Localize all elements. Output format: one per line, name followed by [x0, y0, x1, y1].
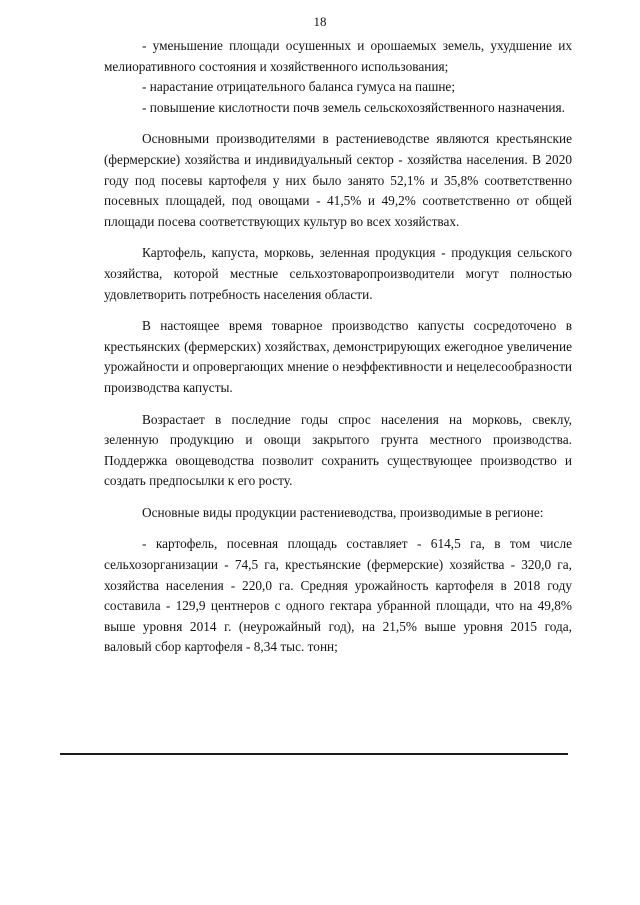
- paragraph-7: Возрастает в последние годы спрос населения на морковь, свеклу, зеленную продукцию и овощи закрытого грунта местного производства. Поддержка овощеводства позволит сохранить существующее производство и создать предпосылки к его росту.: [104, 411, 572, 489]
- paragraph-1: - уменьшение площади осушенных и орошаемых земель, ухудшение их мелиоративного состояния и хозяйственного использования;: [104, 38, 572, 74]
- footer-divider: [60, 753, 568, 755]
- paragraph-8: Основные виды продукции растениеводства, производимые в регионе:: [142, 504, 544, 520]
- paragraph-9: - картофель, посевная площадь составляет - 614,5 га, в том числе сельхозорганизации - 74,5 га, крестьянские (фермерские) хозяйства - 320,0 га, хозяйства населения - 220,0 га. Средняя урожайность картофеля в 2018 году составила - 129,9 центнеров с одного гектара убранной площади, что на 49,8% выше уровня 2014 г. (неурожайный год), на 21,5% выше уровня 2015 года, валовый сбор картофеля - 8,34 тыс. тонн;: [104, 536, 572, 655]
- paragraph-3: - повышение кислотности почв земель сельскохозяйственного назначения.: [142, 99, 565, 115]
- paragraph-5: Картофель, капуста, морковь, зеленная продукция - продукция сельского хозяйства, которой местные сельхозтоваропроизводители могут полностью удовлетворить потребность населения области.: [104, 245, 572, 302]
- page-number: 18: [313, 14, 327, 29]
- document-body: [104, 36, 572, 658]
- paragraph-2: - нарастание отрицательного баланса гумуса на пашне;: [142, 79, 456, 95]
- paragraph-4: Основными производителями в растениеводстве являются крестьянские (фермерские) хозяйства и индивидуальный сектор - хозяйства населения. В 2020 году под посевы картофеля у них было занято 52,1% и 35,8% соответственно посевных площадей, под овощами - 41,5% и 49,2% соответственно от общей площади посева соответствующих культур во всех хозяйствах.: [104, 131, 572, 229]
- paragraph-6: В настоящее время товарное производство капусты сосредоточено в крестьянских (фермерских) хозяйствах, демонстрирующих ежегодное увеличение урожайности и опровергающих мнение о неэффективности и нецелесообразности производства капусты.: [104, 318, 572, 395]
